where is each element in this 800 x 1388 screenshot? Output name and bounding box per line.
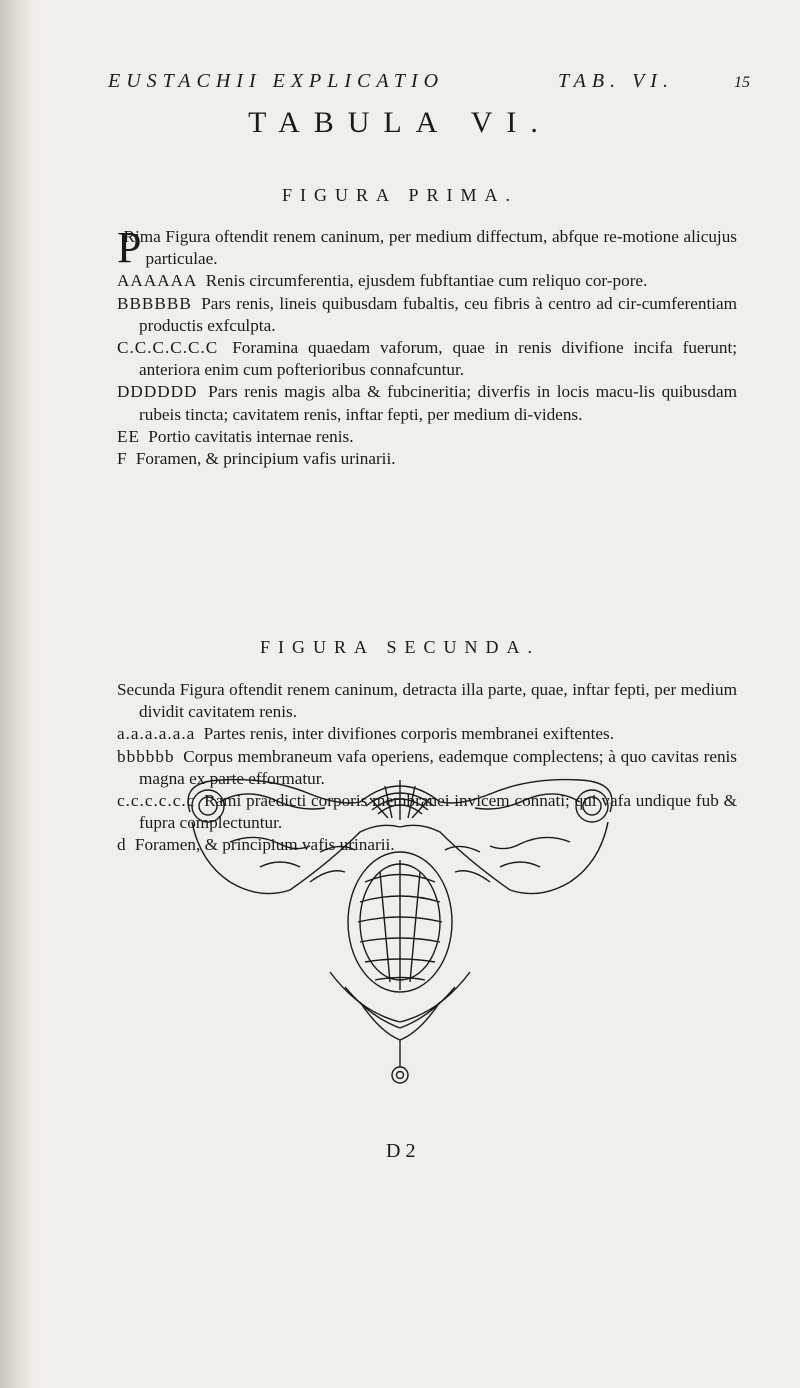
central-figure — [348, 852, 452, 992]
ornamental-headpiece — [160, 772, 640, 1097]
page-gutter-shadow — [0, 0, 34, 1388]
entry-label: AAAAAA — [117, 271, 198, 291]
entry-label: a.a.a.a.a.a — [117, 724, 196, 744]
page-number: 15 — [734, 74, 750, 91]
entry-text: Foramen, & principium vafis urinarii. — [135, 449, 396, 469]
entry-text: Portio cavitatis internae renis. — [148, 426, 354, 446]
plate-title: TABULA VI. — [248, 106, 552, 139]
entry — [117, 337, 737, 381]
drop-cap: P — [117, 223, 142, 272]
entry — [117, 293, 737, 337]
entry — [117, 723, 737, 745]
entry-text: Pars renis magis alba & fubcineritia; diverfis in locis macu-lis quibusdam rubeis tincta; cavitatem renis, inftar fepti, per medium di-videns. — [139, 382, 737, 424]
entry — [117, 679, 737, 723]
figure-one-text — [117, 223, 738, 470]
signature-mark: D 2 — [386, 1140, 416, 1162]
entry-text: Pars renis, lineis quibusdam fubaltis, ceu fibris à centro ad cir-cumferentiam productis exfculpta. — [139, 293, 738, 335]
entry-text: Rima Figura oftendit renem caninum, per medium diffectum, abfque re-motione alicujus particulae. — [123, 227, 737, 269]
entry-label: F — [117, 449, 128, 469]
running-head-text: EUSTACHII EXPLICATIO — [108, 70, 445, 92]
entry-text: Corpus membraneum vafa operiens, eademque complectens; à quo cavitas renis magna ex parte efformatur. — [139, 746, 737, 788]
entry-label: C.C.C.C.C.C — [117, 338, 219, 358]
figure-two-heading: FIGURA SECUNDA. — [259, 637, 541, 657]
entry-label: EE — [117, 426, 140, 446]
running-head — [108, 70, 708, 93]
entry — [117, 270, 737, 292]
figure-one-heading: FIGURA PRIMA. — [281, 185, 519, 205]
entry-text: Foramen, & principium vafis urinarii. — [134, 835, 395, 855]
running-head-tab: TAB. VI. — [558, 70, 674, 92]
entry — [117, 448, 737, 470]
entry-label: d — [117, 835, 127, 855]
entry-text: Foramina quaedam vaforum, quae in renis divifione incifa fuerunt; anteriora enim cum pofterioribus connafcuntur. — [139, 338, 738, 380]
entry-label: bbbbbb — [117, 746, 175, 766]
entry-text: Renis circumferentia, ejusdem fubftantiae cum reliquo cor-pore. — [205, 271, 648, 291]
entry — [117, 381, 737, 425]
entry-label: DDDDDD — [117, 382, 198, 402]
shell-center — [360, 780, 440, 820]
entry — [117, 426, 737, 448]
entry-text: Partes renis, inter divifiones corporis membranei exiftentes. — [203, 724, 615, 744]
entry-text: Rami praedicti corporis membranei invicem connati; qui vafa undique fub & fupra complectuntur. — [139, 791, 737, 833]
entry-label: BBBBBB — [117, 293, 192, 313]
entry-text: Secunda Figura oftendit renem caninum, detracta illa parte, quae, inftar fepti, per medium dividit cavitatem renis. — [117, 680, 737, 722]
entry-label: c.c.c.c.c.c — [117, 791, 196, 811]
entry — [117, 223, 737, 272]
